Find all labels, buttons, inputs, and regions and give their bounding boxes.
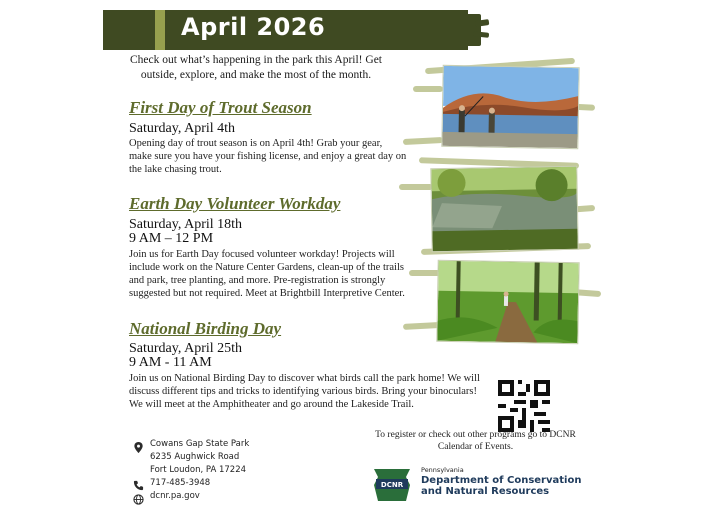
- event-date-earth-day: Saturday, April 18th: [129, 217, 243, 232]
- trout-season-photo: [441, 65, 579, 149]
- park-website[interactable]: dcnr.pa.gov: [150, 491, 200, 501]
- banner-brush-edge: [463, 14, 481, 46]
- dcnr-logo-text: DCNR: [380, 481, 404, 489]
- event-description-birding: Join us on National Birding Day to discover what birds call the park home! We will discuss different tips and tricks to identifying various birds. Bring your binoculars! We will meet at the Amphitheater and go around the Lakeside Trail.: [129, 373, 480, 410]
- phone-icon: [133, 478, 144, 489]
- event-time-earth-day: 9 AM – 12 PM: [129, 231, 214, 246]
- register-text: To register or check out other programs go to DCNR Calendar of Events.: [375, 430, 576, 452]
- dcnr-keystone-logo: [372, 467, 412, 503]
- park-name: Cowans Gap State Park: [150, 439, 250, 449]
- park-address-line1: 6235 Aughwick Road: [150, 452, 240, 462]
- decor-brush-stroke: [399, 184, 433, 190]
- event-title-text: National Birding Day: [129, 319, 282, 338]
- park-address-line2: Fort Loudon, PA 17224: [150, 465, 247, 475]
- park-phone[interactable]: 717-485-3948: [150, 478, 211, 488]
- banner-brush-stroke: [475, 19, 490, 27]
- page-title: April 2026: [181, 13, 326, 41]
- banner-accent-stripe: [155, 10, 165, 50]
- location-pin-icon: [133, 440, 144, 451]
- globe-icon: [133, 492, 144, 503]
- event-date-trout: Saturday, April 4th: [129, 121, 236, 136]
- event-description-earth-day: Join us for Earth Day focused volunteer workday! Projects will include work on the Nature Center Gardens, clean-up of the trails and park, tree planting, and more. Pre-registration is strongly suggested but not required. Meet at Brightbill Interpretive Center.: [129, 249, 405, 299]
- event-title-trout: [129, 98, 312, 118]
- birding-trail-photo: [436, 260, 579, 344]
- event-title-earth-day: [129, 194, 340, 214]
- event-title-text: Earth Day Volunteer Workday: [129, 194, 341, 213]
- dcnr-department-line2: and Natural Resources: [421, 486, 550, 497]
- event-description-trout: Opening day of trout season is on April 4th! Grab your gear, make sure you have your fishing license, and enjoy a great day on the lake chasing trout.: [129, 138, 407, 175]
- decor-brush-stroke: [413, 86, 443, 92]
- event-date-birding: Saturday, April 25th: [129, 341, 243, 356]
- earth-day-photo: [430, 166, 578, 253]
- qr-code[interactable]: [498, 380, 550, 432]
- dcnr-state-label: Pennsylvania: [421, 466, 464, 474]
- event-title-text: First Day of Trout Season: [129, 98, 312, 117]
- decor-brush-stroke: [403, 137, 443, 145]
- event-title-birding: [129, 319, 281, 339]
- event-time-birding: 9 AM - 11 AM: [129, 355, 212, 370]
- event-flyer: [103, 8, 608, 505]
- intro-text: Check out what’s happening in the park this April! Get outside, explore, and make the most of the month.: [130, 54, 382, 81]
- dcnr-department-line1: Department of Conservation: [421, 475, 582, 486]
